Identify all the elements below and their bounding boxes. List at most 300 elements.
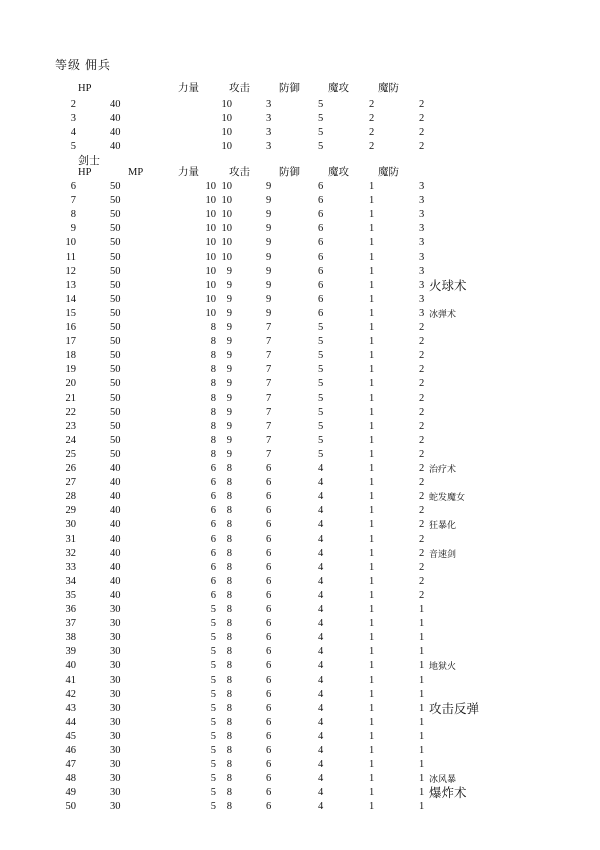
cell-strength: 5 [210,773,216,785]
cell-strength: 5 [210,646,216,658]
cell-hp: 50 [110,364,121,376]
cell-magic-defense: 1 [369,745,375,756]
cell-defense: 6 [266,519,272,531]
cell-magic-attack: 4 [318,702,324,714]
cell-hp: 50 [110,406,121,418]
cell-hp: 50 [110,223,121,235]
cell-attack: 9 [226,420,232,432]
cell-magic-defense: 1 [369,223,375,235]
cell-value: 2 [419,99,425,110]
cell-value: 2 [419,420,425,432]
cell-magic-defense: 1 [369,604,375,615]
cell-hp: 40 [110,463,121,474]
table-row [0,561,600,575]
cell-value: 2 [419,491,425,503]
cell-magic-defense: 2 [369,113,375,125]
header-strength: 力量 [178,167,199,178]
cell-magic-defense: 1 [369,350,375,362]
cell-value: 3 [419,279,425,291]
cell-level: 39 [65,646,76,658]
cell-magic-attack: 6 [318,223,324,235]
cell-hp: 30 [110,660,121,672]
cell-magic-attack: 5 [318,434,324,446]
cell-magic-defense: 1 [369,547,375,559]
cell-defense: 9 [266,279,272,291]
cell-defense: 6 [266,463,272,474]
cell-magic-defense: 1 [369,646,375,658]
cell-defense: 6 [266,646,272,658]
cell-level: 13 [65,279,76,291]
cell-hp: 40 [110,505,121,517]
cell-level: 31 [65,533,76,545]
cell-magic-attack: 5 [318,350,324,362]
cell-strength: 10 [205,223,216,235]
cell-attack: 8 [226,787,232,799]
table-row [0,321,600,335]
table-row [0,490,600,504]
cell-value: 2 [419,589,425,601]
cell-level: 17 [65,336,76,348]
cell-magic-attack: 4 [318,674,324,686]
cell-defense: 9 [266,265,272,277]
swordsman-title: 剑士 [78,155,100,167]
cell-magic-defense: 1 [369,279,375,291]
cell-value: 2 [419,127,425,139]
cell-value: 3 [419,307,425,319]
cell-strength: 10 [205,209,216,221]
cell-hp: 50 [110,420,121,432]
table-row [0,603,600,617]
cell-magic-defense: 2 [369,99,375,110]
cell-strength: 10 [205,279,216,291]
cell-defense: 3 [266,127,272,139]
cell-magic-attack: 4 [318,547,324,559]
cell-level: 44 [65,716,76,728]
cell-attack: 10 [221,113,232,125]
cell-attack: 9 [226,265,232,277]
cell-strength: 5 [210,745,216,756]
cell-value: 2 [419,519,425,531]
cell-attack: 10 [221,209,232,221]
cell-hp: 40 [110,127,121,139]
cell-magic-defense: 1 [369,787,375,799]
cell-strength: 8 [210,378,216,390]
cell-magic-attack: 6 [318,279,324,291]
cell-level: 24 [65,434,76,446]
table-row [0,293,600,307]
cell-magic-attack: 4 [318,533,324,545]
cell-level: 40 [65,660,76,672]
cell-strength: 5 [210,716,216,728]
cell-magic-attack: 6 [318,195,324,207]
cell-magic-defense: 1 [369,434,375,446]
cell-value: 2 [419,477,425,489]
cell-attack: 8 [226,533,232,545]
cell-magic-attack: 4 [318,773,324,785]
table-row [0,730,600,744]
cell-level: 3 [70,113,76,125]
cell-level: 21 [65,392,76,404]
cell-magic-attack: 4 [318,688,324,700]
cell-attack: 9 [226,322,232,333]
cell-strength: 8 [210,364,216,376]
cell-value: 1 [419,632,425,644]
cell-magic-defense: 1 [369,618,375,630]
table-row [0,533,600,547]
cell-attack: 8 [226,745,232,756]
cell-attack: 10 [221,181,232,192]
cell-skill: 爆炸术 [429,786,467,801]
cell-hp: 50 [110,237,121,249]
cell-hp: 40 [110,113,121,125]
cell-magic-attack: 4 [318,632,324,644]
cell-hp: 30 [110,759,121,771]
cell-magic-attack: 4 [318,801,324,813]
table-row [0,194,600,208]
header-attack: 攻击 [229,167,250,178]
cell-magic-attack: 5 [318,364,324,376]
cell-hp: 40 [110,561,121,573]
header-magic-defense: 魔防 [378,167,399,178]
cell-level: 33 [65,561,76,573]
cell-attack: 8 [226,660,232,672]
cell-level: 23 [65,420,76,432]
cell-magic-attack: 5 [318,378,324,390]
swordsman-header-row [0,166,600,180]
cell-magic-defense: 1 [369,477,375,489]
cell-magic-defense: 1 [369,420,375,432]
cell-skill: 火球术 [429,278,467,293]
table-row [0,236,600,250]
cell-attack: 8 [226,801,232,813]
cell-strength: 5 [210,674,216,686]
cell-defense: 6 [266,716,272,728]
cell-magic-defense: 1 [369,336,375,348]
cell-magic-attack: 4 [318,477,324,489]
cell-level: 41 [65,674,76,686]
cell-value: 1 [419,759,425,771]
cell-defense: 6 [266,477,272,489]
cell-magic-defense: 1 [369,378,375,390]
cell-magic-attack: 4 [318,491,324,503]
cell-skill: 冰风暴 [429,774,457,785]
cell-hp: 50 [110,181,121,192]
cell-strength: 6 [210,477,216,489]
cell-hp: 50 [110,448,121,460]
cell-value: 1 [419,618,425,630]
cell-magic-attack: 4 [318,716,324,728]
cell-strength: 6 [210,533,216,545]
cell-strength: 8 [210,322,216,333]
cell-hp: 30 [110,745,121,756]
table-row [0,589,600,603]
cell-magic-attack: 4 [318,646,324,658]
table-row [0,645,600,659]
cell-level: 37 [65,618,76,630]
cell-hp: 40 [110,533,121,545]
cell-strength: 5 [210,730,216,742]
cell-value: 1 [419,716,425,728]
table-row [0,758,600,772]
cell-level: 28 [65,491,76,503]
cell-defense: 6 [266,618,272,630]
cell-level: 49 [65,787,76,799]
cell-defense: 6 [266,604,272,615]
cell-level: 38 [65,632,76,644]
cell-value: 1 [419,773,425,785]
cell-level: 6 [70,181,76,192]
cell-level: 15 [65,307,76,319]
cell-value: 2 [419,322,425,333]
cell-attack: 9 [226,448,232,460]
cell-magic-defense: 1 [369,533,375,545]
cell-magic-attack: 4 [318,759,324,771]
cell-hp: 40 [110,491,121,503]
cell-attack: 9 [226,336,232,348]
cell-strength: 5 [210,702,216,714]
cell-magic-defense: 1 [369,251,375,263]
cell-level: 29 [65,505,76,517]
cell-defense: 6 [266,589,272,601]
cell-magic-attack: 6 [318,181,324,192]
table-row [0,631,600,645]
cell-magic-attack: 6 [318,209,324,221]
cell-hp: 30 [110,773,121,785]
cell-magic-attack: 6 [318,293,324,305]
cell-magic-defense: 1 [369,307,375,319]
table-row [0,547,600,561]
cell-strength: 5 [210,787,216,799]
cell-level: 48 [65,773,76,785]
header-hp: HP [78,83,92,94]
cell-value: 2 [419,448,425,460]
table-row [0,434,600,448]
cell-value: 3 [419,209,425,221]
cell-hp: 50 [110,251,121,263]
cell-skill: 蛇发魔女 [429,492,466,503]
cell-magic-defense: 1 [369,688,375,700]
cell-level: 16 [65,322,76,333]
cell-attack: 8 [226,519,232,531]
cell-level: 27 [65,477,76,489]
cell-attack: 9 [226,392,232,404]
mercenary-header-row [0,82,600,96]
table-row [0,575,600,589]
cell-skill: 地狱火 [429,661,457,672]
cell-magic-defense: 1 [369,801,375,813]
cell-value: 3 [419,223,425,235]
cell-magic-defense: 1 [369,392,375,404]
cell-value: 3 [419,251,425,263]
table-row [0,504,600,518]
cell-hp: 50 [110,265,121,277]
cell-attack: 8 [226,674,232,686]
cell-strength: 6 [210,575,216,587]
cell-strength: 8 [210,350,216,362]
cell-strength: 10 [205,265,216,277]
cell-value: 1 [419,688,425,700]
cell-defense: 7 [266,448,272,460]
cell-level: 14 [65,293,76,305]
cell-level: 18 [65,350,76,362]
table-row [0,702,600,716]
cell-defense: 6 [266,688,272,700]
cell-hp: 50 [110,350,121,362]
cell-hp: 50 [110,307,121,319]
table-row [0,363,600,377]
cell-value: 1 [419,745,425,756]
table-row [0,772,600,786]
cell-magic-attack: 5 [318,113,324,125]
cell-magic-defense: 1 [369,519,375,531]
cell-level: 12 [65,265,76,277]
cell-magic-defense: 1 [369,181,375,192]
cell-defense: 7 [266,406,272,418]
cell-level: 47 [65,759,76,771]
cell-level: 10 [65,237,76,249]
cell-level: 43 [65,702,76,714]
header-hp: HP [78,167,92,178]
cell-attack: 8 [226,547,232,559]
table-row [0,688,600,702]
cell-magic-defense: 1 [369,237,375,249]
cell-magic-defense: 1 [369,406,375,418]
cell-magic-defense: 1 [369,589,375,601]
table-row [0,180,600,194]
header-magic-attack: 魔攻 [328,167,349,178]
header-attack: 攻击 [229,83,250,94]
cell-magic-defense: 1 [369,716,375,728]
cell-magic-defense: 1 [369,463,375,474]
cell-value: 1 [419,702,425,714]
cell-skill: 音速剑 [429,548,457,559]
cell-value: 1 [419,604,425,615]
table-row [0,392,600,406]
cell-hp: 30 [110,787,121,799]
cell-magic-defense: 1 [369,660,375,672]
cell-magic-attack: 6 [318,265,324,277]
cell-attack: 10 [221,223,232,235]
cell-magic-defense: 1 [369,702,375,714]
cell-value: 2 [419,406,425,418]
cell-defense: 9 [266,251,272,263]
cell-hp: 30 [110,618,121,630]
cell-attack: 9 [226,293,232,305]
cell-level: 34 [65,575,76,587]
cell-hp: 30 [110,730,121,742]
cell-defense: 6 [266,801,272,813]
cell-strength: 5 [210,604,216,615]
cell-defense: 6 [266,575,272,587]
cell-magic-defense: 1 [369,632,375,644]
cell-value: 2 [419,113,425,125]
cell-attack: 9 [226,378,232,390]
cell-strength: 5 [210,660,216,672]
cell-hp: 50 [110,378,121,390]
table-row [0,674,600,688]
cell-attack: 8 [226,575,232,587]
cell-strength: 5 [210,759,216,771]
cell-strength: 6 [210,519,216,531]
cell-defense: 9 [266,223,272,235]
cell-defense: 6 [266,702,272,714]
cell-magic-attack: 4 [318,505,324,517]
cell-level: 20 [65,378,76,390]
cell-strength: 10 [205,307,216,319]
cell-hp: 40 [110,99,121,110]
cell-defense: 3 [266,141,272,153]
cell-defense: 7 [266,350,272,362]
cell-defense: 9 [266,195,272,207]
cell-defense: 6 [266,787,272,799]
header-mp: MP [128,167,144,178]
table-row [0,377,600,391]
table-row [0,112,600,126]
header-magic-attack: 魔攻 [328,83,349,94]
cell-attack: 8 [226,702,232,714]
cell-value: 1 [419,646,425,658]
cell-value: 3 [419,293,425,305]
cell-attack: 8 [226,730,232,742]
cell-attack: 8 [226,491,232,503]
cell-strength: 6 [210,491,216,503]
cell-attack: 8 [226,759,232,771]
cell-strength: 10 [205,237,216,249]
cell-magic-attack: 4 [318,618,324,630]
table-row [0,420,600,434]
cell-strength: 6 [210,561,216,573]
cell-attack: 9 [226,279,232,291]
cell-hp: 40 [110,589,121,601]
cell-strength: 10 [205,181,216,192]
cell-magic-defense: 1 [369,674,375,686]
cell-value: 2 [419,364,425,376]
cell-magic-attack: 5 [318,336,324,348]
cell-magic-attack: 6 [318,237,324,249]
cell-defense: 6 [266,632,272,644]
cell-attack: 9 [226,434,232,446]
cell-level: 42 [65,688,76,700]
table-row [0,208,600,222]
cell-value: 2 [419,378,425,390]
cell-attack: 9 [226,406,232,418]
cell-defense: 6 [266,660,272,672]
table-row [0,462,600,476]
cell-level: 26 [65,463,76,474]
table-row [0,349,600,363]
cell-magic-defense: 1 [369,759,375,771]
cell-level: 36 [65,604,76,615]
header-defense: 防御 [279,167,300,178]
cell-hp: 50 [110,279,121,291]
cell-defense: 6 [266,561,272,573]
cell-hp: 40 [110,141,121,153]
cell-strength: 6 [210,547,216,559]
cell-defense: 6 [266,773,272,785]
header-magic-defense: 魔防 [378,83,399,94]
cell-defense: 9 [266,209,272,221]
cell-skill: 治疗术 [429,464,457,474]
table-row [0,251,600,265]
cell-hp: 40 [110,575,121,587]
cell-strength: 10 [205,251,216,263]
cell-attack: 9 [226,350,232,362]
cell-attack: 8 [226,589,232,601]
table-row [0,716,600,730]
cell-value: 1 [419,801,425,813]
cell-level: 30 [65,519,76,531]
cell-magic-defense: 2 [369,141,375,153]
